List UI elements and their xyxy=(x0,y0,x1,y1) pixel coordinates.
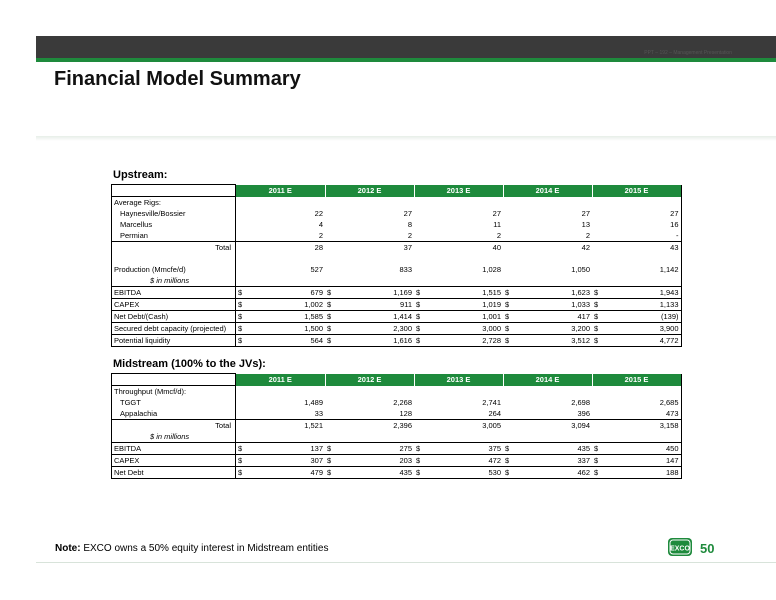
currency-symbol: $ xyxy=(414,299,428,311)
total-row xyxy=(112,242,682,254)
value-cell: 911 xyxy=(339,299,414,311)
currency-symbol xyxy=(236,230,251,242)
currency-symbol xyxy=(236,197,251,209)
value-cell xyxy=(428,275,503,287)
value-cell: 27 xyxy=(606,208,681,219)
currency-symbol xyxy=(236,242,251,254)
currency-symbol xyxy=(503,253,517,264)
midstream-year-header: 2013 E xyxy=(414,374,503,386)
value-cell: 1,500 xyxy=(250,323,325,335)
upstream-table xyxy=(111,184,682,347)
table-row xyxy=(112,230,682,242)
value-cell xyxy=(517,275,592,287)
value-cell xyxy=(339,275,414,287)
midstream-table xyxy=(111,373,682,479)
value-cell: 3,000 xyxy=(428,323,503,335)
rigs-header-row xyxy=(112,197,682,209)
table-row xyxy=(112,299,682,311)
currency-symbol xyxy=(414,253,428,264)
value-cell: 27 xyxy=(492,209,501,218)
value-cell: 2,268 xyxy=(393,398,412,407)
currency-symbol xyxy=(592,242,606,254)
currency-symbol xyxy=(592,431,606,443)
table-row xyxy=(112,467,682,479)
value-cell: 2,698 xyxy=(571,398,590,407)
currency-symbol: $ xyxy=(592,455,606,467)
currency-symbol xyxy=(236,219,251,230)
currency-symbol xyxy=(325,408,339,420)
value-cell xyxy=(517,197,592,209)
value-cell: 375 xyxy=(428,443,503,455)
row-label: Production (Mmcfe/d) xyxy=(112,264,236,275)
currency-symbol xyxy=(592,197,606,209)
currency-symbol xyxy=(503,219,517,230)
footnote xyxy=(55,543,328,554)
value-cell xyxy=(339,253,414,264)
currency-symbol xyxy=(503,208,517,219)
upstream-year-header: 2012 E xyxy=(325,185,414,197)
currency-symbol xyxy=(236,397,251,408)
table-row xyxy=(112,219,682,230)
row-label: Total xyxy=(112,242,236,254)
throughput-header-row xyxy=(112,386,682,398)
value-cell: 28 xyxy=(314,243,323,252)
value-cell xyxy=(606,386,681,398)
table-row xyxy=(112,323,682,335)
value-cell xyxy=(428,386,503,398)
footnote-text: EXCO owns a 50% equity interest in Midstream entities xyxy=(83,543,329,554)
table-row xyxy=(112,408,682,420)
upstream-year-header: 2015 E xyxy=(592,185,681,197)
currency-symbol xyxy=(325,386,339,398)
value-cell: (139) xyxy=(606,311,681,323)
value-cell: 2 xyxy=(339,230,414,242)
currency-symbol: $ xyxy=(592,467,606,479)
row-label: Appalachia xyxy=(112,408,236,420)
midstream-header-blank xyxy=(112,374,236,386)
currency-symbol xyxy=(236,275,251,287)
currency-symbol: $ xyxy=(414,311,428,323)
value-cell: 450 xyxy=(606,443,681,455)
currency-symbol xyxy=(503,420,517,432)
value-cell: 4 xyxy=(318,220,323,229)
currency-symbol xyxy=(236,208,251,219)
currency-symbol xyxy=(503,431,517,443)
value-cell: 1,515 xyxy=(428,287,503,299)
value-cell: 2,728 xyxy=(428,335,503,347)
currency-symbol: $ xyxy=(236,467,251,479)
table-row xyxy=(112,443,682,455)
currency-symbol xyxy=(325,208,339,219)
currency-symbol: $ xyxy=(236,443,251,455)
value-cell: 1,521 xyxy=(304,421,323,430)
value-cell: 396 xyxy=(517,408,592,420)
header-accent-line xyxy=(36,58,776,62)
value-cell: 2 xyxy=(517,230,592,242)
total-row xyxy=(112,420,682,432)
value-cell: 462 xyxy=(517,467,592,479)
value-cell: 27 xyxy=(581,209,590,218)
currency-symbol: $ xyxy=(503,287,517,299)
value-cell: 679 xyxy=(250,287,325,299)
currency-symbol: $ xyxy=(414,455,428,467)
currency-symbol xyxy=(503,242,517,254)
currency-symbol: $ xyxy=(503,335,517,347)
logo-text: EXCO xyxy=(670,545,690,553)
row-label: TGGT xyxy=(112,397,236,408)
row-label: CAPEX xyxy=(112,299,236,311)
value-cell xyxy=(606,197,681,209)
value-cell: 564 xyxy=(250,335,325,347)
title-separator xyxy=(36,136,776,141)
midstream-year-header: 2011 E xyxy=(236,374,326,386)
midstream-header-row xyxy=(112,374,682,386)
table-row xyxy=(112,455,682,467)
currency-symbol: $ xyxy=(592,335,606,347)
value-cell: 1,623 xyxy=(517,287,592,299)
midstream-title: Midstream (100% to the JVs): xyxy=(113,358,266,370)
units-note-row xyxy=(112,431,682,443)
value-cell: 530 xyxy=(428,467,503,479)
page-number: 50 xyxy=(700,541,715,556)
value-cell: 2,396 xyxy=(393,421,412,430)
currency-symbol: $ xyxy=(325,287,339,299)
value-cell xyxy=(606,253,681,264)
row-label: Average Rigs: xyxy=(112,197,236,209)
currency-symbol: $ xyxy=(503,455,517,467)
footnote-label: Note: xyxy=(55,543,81,554)
value-cell: 264 xyxy=(428,408,503,420)
currency-symbol: $ xyxy=(592,443,606,455)
value-cell: 1,489 xyxy=(304,398,323,407)
currency-symbol: $ xyxy=(236,455,251,467)
value-cell: 33 xyxy=(250,408,325,420)
value-cell: 1,414 xyxy=(339,311,414,323)
row-label: EBITDA xyxy=(112,287,236,299)
table-row xyxy=(112,335,682,347)
currency-symbol xyxy=(592,397,606,408)
currency-symbol xyxy=(414,420,428,432)
currency-symbol xyxy=(325,275,339,287)
value-cell: 527 xyxy=(310,265,323,274)
row-label: Net Debt xyxy=(112,467,236,479)
currency-symbol: $ xyxy=(414,287,428,299)
value-cell xyxy=(428,431,503,443)
value-cell xyxy=(250,386,325,398)
currency-symbol xyxy=(414,230,428,242)
value-cell xyxy=(339,431,414,443)
currency-symbol xyxy=(236,253,251,264)
value-cell: 8 xyxy=(407,220,412,229)
value-cell: 27 xyxy=(403,209,412,218)
row-label: EBITDA xyxy=(112,443,236,455)
value-cell: 1,019 xyxy=(428,299,503,311)
currency-symbol xyxy=(414,386,428,398)
value-cell: 417 xyxy=(517,311,592,323)
value-cell: 3,512 xyxy=(517,335,592,347)
currency-symbol: $ xyxy=(325,443,339,455)
currency-symbol xyxy=(236,386,251,398)
row-label xyxy=(112,253,236,264)
value-cell: 473 xyxy=(606,408,681,420)
midstream-year-header: 2012 E xyxy=(325,374,414,386)
value-cell: 128 xyxy=(339,408,414,420)
currency-symbol: $ xyxy=(325,467,339,479)
currency-symbol xyxy=(414,275,428,287)
value-cell: 2,300 xyxy=(339,323,414,335)
value-cell xyxy=(517,253,592,264)
currency-symbol: $ xyxy=(236,311,251,323)
currency-symbol: $ xyxy=(325,455,339,467)
value-cell xyxy=(606,431,681,443)
upstream-year-header: 2011 E xyxy=(236,185,326,197)
value-cell: 2 xyxy=(250,230,325,242)
value-cell: 3,005 xyxy=(482,421,501,430)
value-cell: 275 xyxy=(339,443,414,455)
upstream-header-row xyxy=(112,185,682,197)
currency-symbol: $ xyxy=(592,299,606,311)
value-cell xyxy=(428,197,503,209)
currency-symbol xyxy=(503,397,517,408)
table-row xyxy=(112,311,682,323)
currency-symbol xyxy=(414,219,428,230)
row-label: Secured debt capacity (projected) xyxy=(112,323,236,335)
currency-symbol xyxy=(325,219,339,230)
currency-symbol xyxy=(325,431,339,443)
value-cell: 4,772 xyxy=(606,335,681,347)
currency-symbol: $ xyxy=(503,311,517,323)
currency-symbol: $ xyxy=(503,443,517,455)
value-cell: 22 xyxy=(314,209,323,218)
row-label: Throughput (Mmcf/d): xyxy=(112,386,236,398)
upstream-year-header: 2014 E xyxy=(503,185,592,197)
currency-symbol xyxy=(236,420,251,432)
currency-symbol xyxy=(414,197,428,209)
table-row xyxy=(112,208,682,219)
value-cell: 307 xyxy=(250,455,325,467)
currency-symbol: $ xyxy=(503,299,517,311)
currency-symbol xyxy=(325,264,339,275)
currency-symbol xyxy=(325,397,339,408)
row-label: Net Debt/(Cash) xyxy=(112,311,236,323)
value-cell: 1,585 xyxy=(250,311,325,323)
production-row xyxy=(112,264,682,275)
currency-symbol xyxy=(503,264,517,275)
value-cell: 1,169 xyxy=(339,287,414,299)
upstream-header-blank xyxy=(112,185,236,197)
value-cell: 1,033 xyxy=(517,299,592,311)
value-cell: 3,900 xyxy=(606,323,681,335)
currency-symbol: $ xyxy=(592,287,606,299)
currency-symbol xyxy=(592,208,606,219)
value-cell xyxy=(250,275,325,287)
currency-symbol xyxy=(592,219,606,230)
value-cell: 1,050 xyxy=(571,265,590,274)
currency-symbol: $ xyxy=(236,323,251,335)
currency-symbol xyxy=(414,397,428,408)
currency-symbol xyxy=(325,253,339,264)
currency-symbol: $ xyxy=(236,299,251,311)
value-cell: 3,158 xyxy=(606,420,681,432)
midstream-year-header: 2014 E xyxy=(503,374,592,386)
currency-symbol: $ xyxy=(236,335,251,347)
value-cell xyxy=(250,431,325,443)
currency-symbol: $ xyxy=(325,335,339,347)
currency-symbol: $ xyxy=(414,443,428,455)
exco-logo xyxy=(667,537,693,557)
currency-symbol xyxy=(592,420,606,432)
currency-symbol: $ xyxy=(325,299,339,311)
value-cell: 11 xyxy=(493,220,501,229)
currency-symbol xyxy=(325,230,339,242)
currency-symbol: $ xyxy=(503,467,517,479)
value-cell: 1,616 xyxy=(339,335,414,347)
value-cell: 13 xyxy=(581,220,590,229)
currency-symbol xyxy=(592,253,606,264)
value-cell: 2 xyxy=(428,230,503,242)
currency-symbol xyxy=(236,408,251,420)
currency-symbol: $ xyxy=(414,467,428,479)
value-cell xyxy=(606,275,681,287)
value-cell xyxy=(339,197,414,209)
row-label: Marcellus xyxy=(112,219,236,230)
currency-symbol: $ xyxy=(414,323,428,335)
value-cell: 3,200 xyxy=(517,323,592,335)
value-cell: 472 xyxy=(428,455,503,467)
value-cell xyxy=(250,253,325,264)
value-cell: 1,001 xyxy=(428,311,503,323)
value-cell xyxy=(339,386,414,398)
currency-symbol: $ xyxy=(325,311,339,323)
row-label: $ in millions xyxy=(112,431,236,443)
row-label: Permian xyxy=(112,230,236,242)
currency-symbol: $ xyxy=(592,311,606,323)
value-cell: 1,142 xyxy=(606,264,681,275)
value-cell: - xyxy=(606,230,681,242)
value-cell: 2,685 xyxy=(606,397,681,408)
value-cell: 3,094 xyxy=(571,421,590,430)
value-cell: 147 xyxy=(606,455,681,467)
currency-symbol xyxy=(414,408,428,420)
currency-symbol xyxy=(592,408,606,420)
currency-symbol xyxy=(325,242,339,254)
currency-symbol xyxy=(325,420,339,432)
table-row xyxy=(112,397,682,408)
value-cell: 1,002 xyxy=(250,299,325,311)
currency-symbol: $ xyxy=(414,335,428,347)
currency-symbol xyxy=(414,431,428,443)
currency-symbol xyxy=(503,230,517,242)
row-label: CAPEX xyxy=(112,455,236,467)
currency-symbol xyxy=(325,197,339,209)
currency-symbol: $ xyxy=(592,323,606,335)
value-cell: 43 xyxy=(606,242,681,254)
currency-symbol xyxy=(503,197,517,209)
units-note-row xyxy=(112,275,682,287)
row-label: Total xyxy=(112,420,236,432)
currency-symbol xyxy=(503,275,517,287)
currency-symbol: $ xyxy=(236,287,251,299)
footer-separator xyxy=(36,562,776,563)
currency-symbol: $ xyxy=(503,323,517,335)
value-cell: 137 xyxy=(250,443,325,455)
table-row xyxy=(112,287,682,299)
value-cell: 37 xyxy=(403,243,412,252)
value-cell: 1,028 xyxy=(482,265,501,274)
page-title: Financial Model Summary xyxy=(54,68,301,90)
value-cell: 833 xyxy=(399,265,412,274)
value-cell: 40 xyxy=(492,243,501,252)
midstream-year-header: 2015 E xyxy=(592,374,681,386)
row-label: Potential liquidity xyxy=(112,335,236,347)
row-label: Haynesville/Bossier xyxy=(112,208,236,219)
spacer-row xyxy=(112,253,682,264)
value-cell: 479 xyxy=(250,467,325,479)
value-cell: 16 xyxy=(606,219,681,230)
currency-symbol xyxy=(592,386,606,398)
value-cell: 1,943 xyxy=(606,287,681,299)
value-cell: 203 xyxy=(339,455,414,467)
currency-symbol xyxy=(503,408,517,420)
currency-symbol xyxy=(503,386,517,398)
value-cell: 42 xyxy=(581,243,590,252)
currency-symbol xyxy=(236,264,251,275)
value-cell xyxy=(517,431,592,443)
currency-symbol xyxy=(592,275,606,287)
currency-symbol xyxy=(414,208,428,219)
currency-symbol xyxy=(592,230,606,242)
value-cell: 2,741 xyxy=(482,398,501,407)
header-note: PPT – 192 – Management Presentation xyxy=(644,50,732,56)
value-cell xyxy=(428,253,503,264)
currency-symbol xyxy=(414,264,428,275)
upstream-year-header: 2013 E xyxy=(414,185,503,197)
value-cell xyxy=(517,386,592,398)
currency-symbol xyxy=(236,431,251,443)
value-cell: 1,133 xyxy=(606,299,681,311)
value-cell xyxy=(250,197,325,209)
currency-symbol xyxy=(414,242,428,254)
value-cell: 337 xyxy=(517,455,592,467)
upstream-title: Upstream: xyxy=(113,169,168,181)
currency-symbol xyxy=(592,264,606,275)
row-label: $ in millions xyxy=(112,275,236,287)
value-cell: 188 xyxy=(606,467,681,479)
value-cell: 435 xyxy=(339,467,414,479)
value-cell: 435 xyxy=(517,443,592,455)
currency-symbol: $ xyxy=(325,323,339,335)
